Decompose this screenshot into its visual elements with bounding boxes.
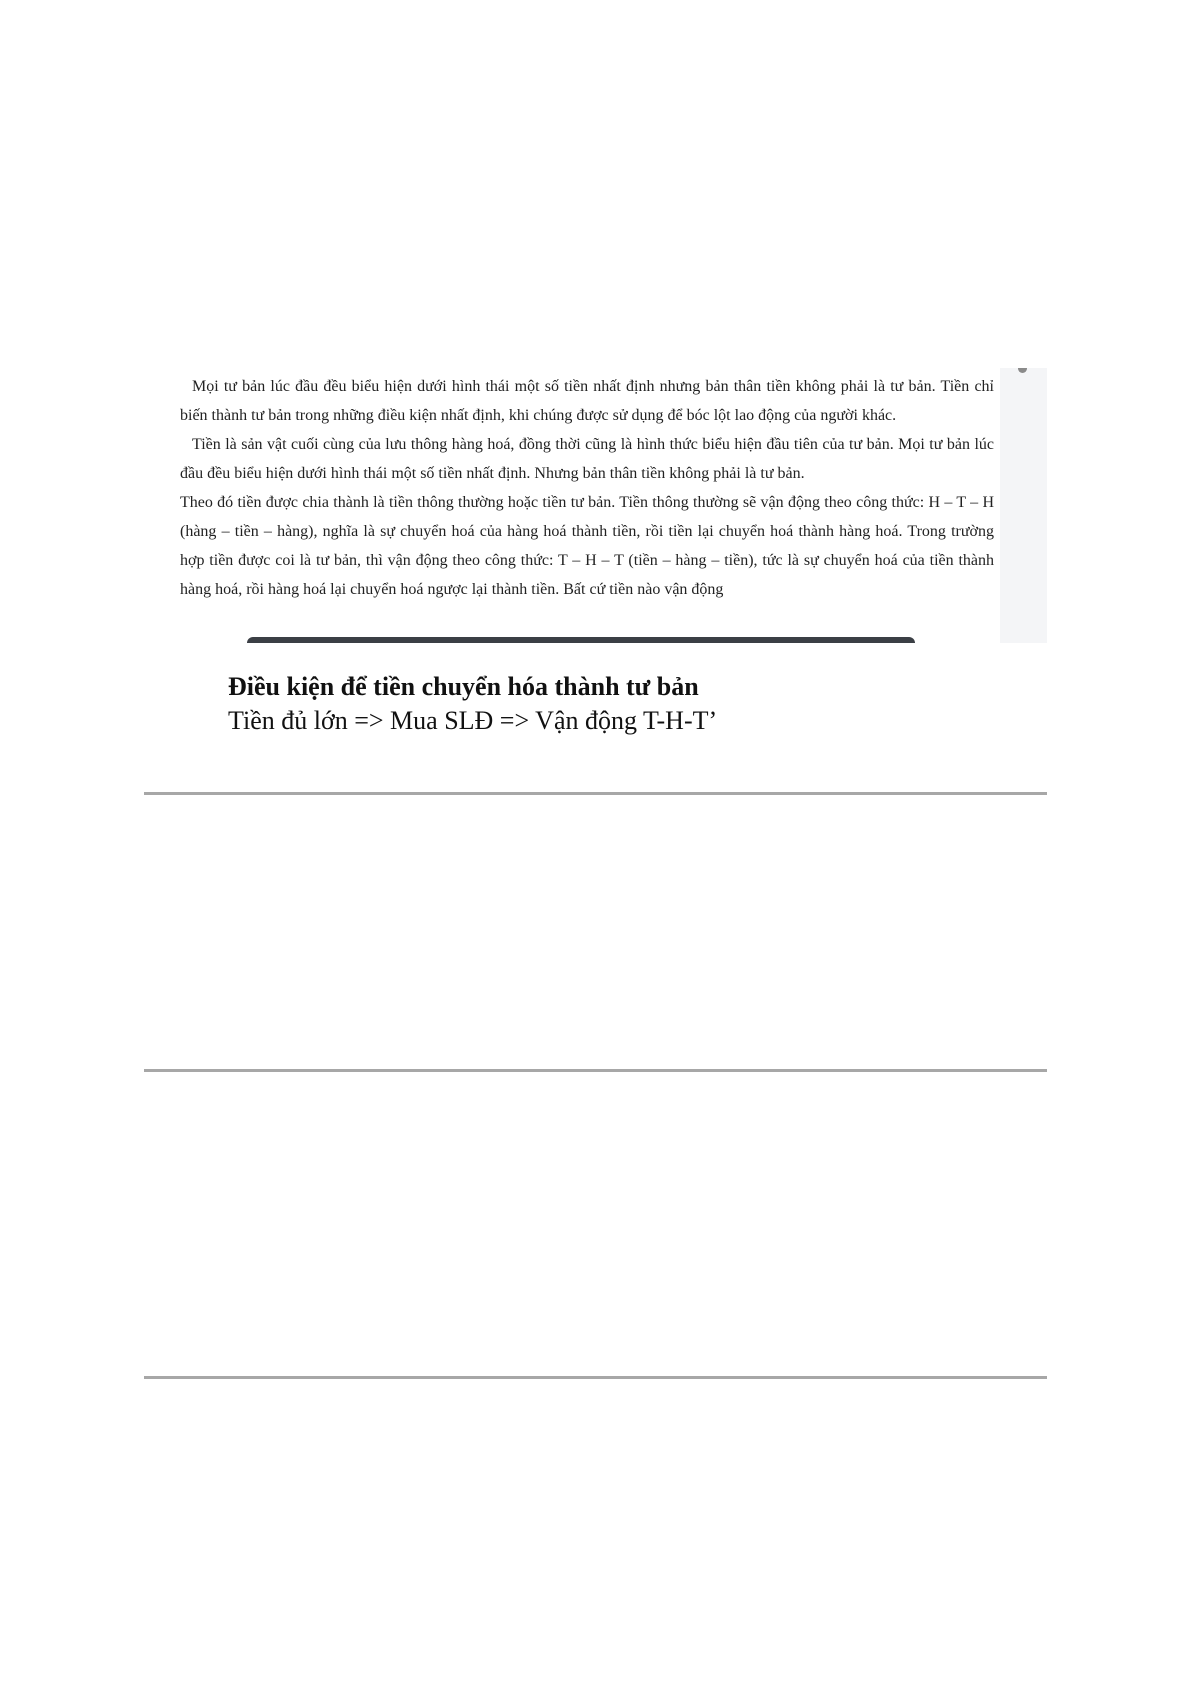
scrollbar-track[interactable] (1000, 368, 1047, 643)
excerpt-text (180, 372, 994, 604)
condition-formula: Tiền đủ lớn => Mua SLĐ => Vận động T-H-T’ (228, 706, 718, 735)
overlay-bar (247, 637, 915, 643)
divider-line (144, 1069, 1047, 1072)
screenshot-excerpt (172, 368, 1047, 643)
excerpt-paragraph-3: Theo đó tiền được chia thành là tiền thông thường hoặc tiền tư bản. Tiền thông thường sẽ vận động theo công thức: H – T – H (hàng – tiền – hàng), nghĩa là sự chuyển hoá của hàng hoá thành tiền, rồi tiền lại chuyển hoá thành hàng hoá. Trong trường hợp tiền được coi là tư bản, thì vận động theo công thức: T – H – T (tiền – hàng – tiền), tức là sự chuyển hoá của tiền thành hàng hoá, rồi hàng hoá lại chuyển hoá ngược lại thành tiền. Bất cứ tiền nào vận động (180, 494, 994, 598)
scrollbar-thumb[interactable] (1018, 368, 1027, 373)
excerpt-paragraph-1: Mọi tư bản lúc đầu đều biểu hiện dưới hình thái một số tiền nhất định nhưng bản thân tiền không phải là tư bản. Tiền chỉ biến thành tư bản trong những điều kiện nhất định, khi chúng được sử dụng để bóc lột lao động của người khác. (180, 378, 994, 424)
excerpt-paragraph-2: Tiền là sản vật cuối cùng của lưu thông hàng hoá, đồng thời cũng là hình thức biểu hiện đầu tiên của tư bản. Mọi tư bản lúc đầu đều biểu hiện dưới hình thái một số tiền nhất định. Nhưng bản thân tiền không phải là tư bản. (180, 436, 994, 482)
divider-line (144, 792, 1047, 795)
section-heading: Điều kiện để tiền chuyển hóa thành tư bản (228, 672, 699, 701)
divider-line (144, 1376, 1047, 1379)
